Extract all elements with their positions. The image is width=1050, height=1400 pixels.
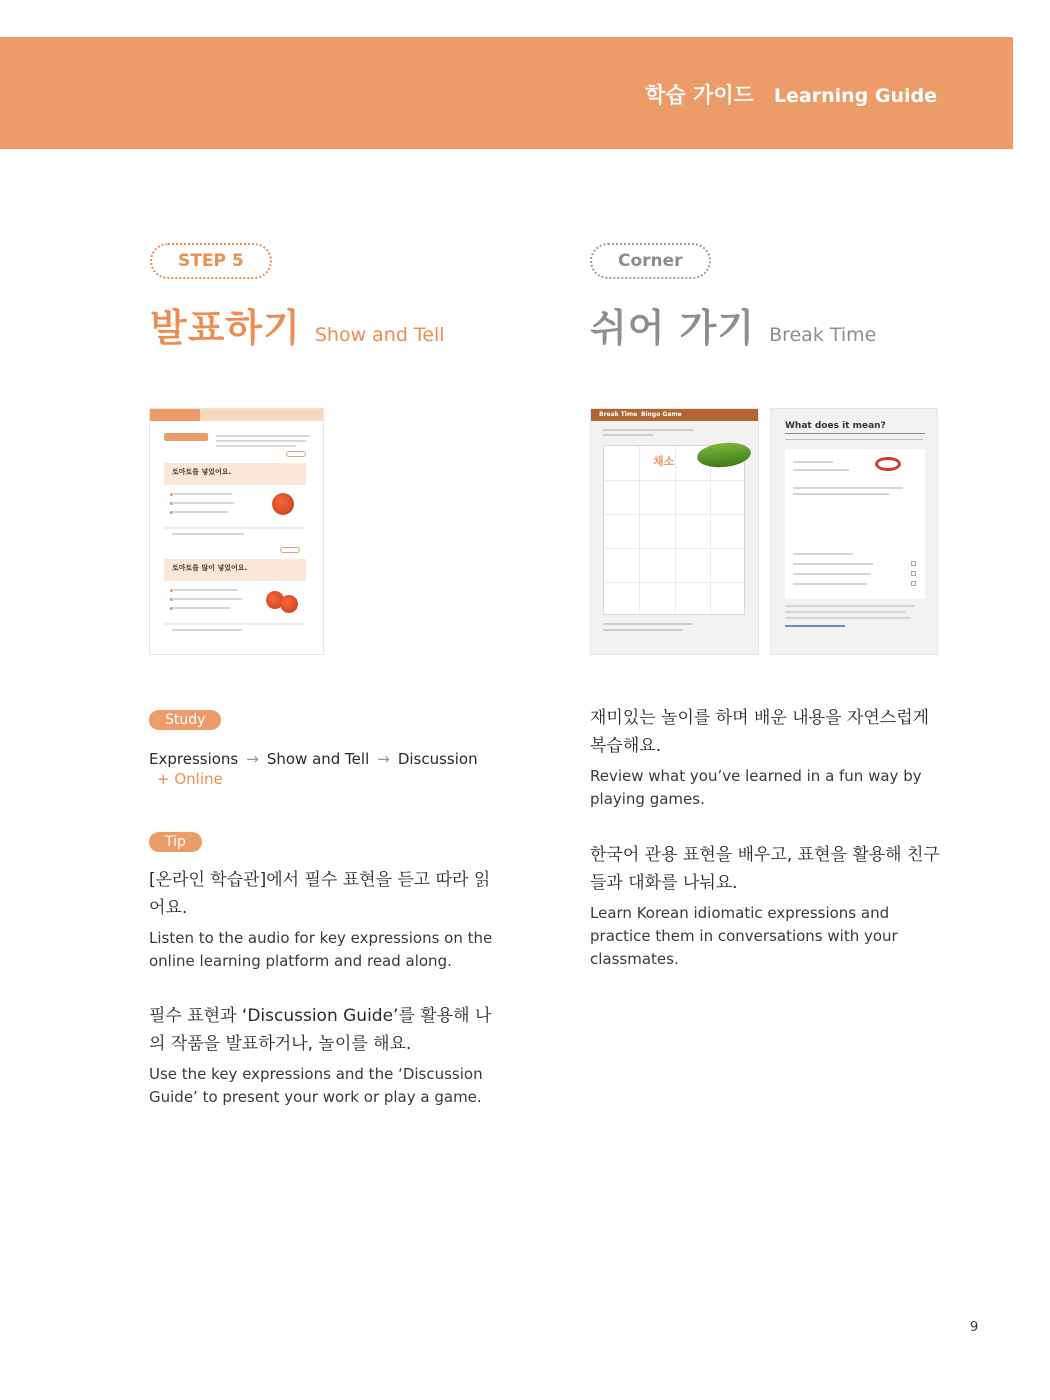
- thumbnail-expression-1: 토마토를 넣었어요.: [172, 468, 232, 476]
- left-title-ko: 발표하기: [150, 306, 301, 350]
- thumbnail-bar-left: Break Time: [599, 411, 638, 418]
- thumbnail-top-bar: [591, 409, 758, 421]
- header-title-ko: 학습 가이드: [645, 83, 754, 107]
- study-badge: Study: [149, 710, 221, 730]
- tip-2-korean: 필수 표현과 ‘Discussion Guide’를 활용해 나의 작품을 발표하거나, 놀이를 해요.: [149, 1006, 492, 1054]
- flow-step-discussion: Discussion: [397, 750, 478, 768]
- tip-paragraph-1: [149, 866, 499, 973]
- tip-1-english: Listen to the audio for key expressions on the online learning platform and read along.: [149, 929, 493, 970]
- thumbnail-side-tab: [164, 433, 208, 441]
- lips-icon: [875, 457, 901, 471]
- thumbnail-expression-2: 토마토를 많이 넣었어요.: [172, 564, 248, 572]
- idiom-card: [785, 449, 925, 599]
- bingo-grid: [603, 445, 745, 615]
- flow-step-show-and-tell: Show and Tell: [266, 750, 370, 768]
- right-title-en: Break Time: [769, 324, 877, 346]
- tip-badge: Tip: [149, 832, 202, 852]
- break-2-korean: 한국어 관용 표현을 배우고, 표현을 활용해 친구들과 대화를 나눠요.: [590, 845, 940, 893]
- tip-1-korean: [온라인 학습관]에서 필수 표현을 듣고 따라 읽어요.: [149, 870, 491, 918]
- page-number: 9: [970, 1320, 979, 1335]
- tip-paragraph-2: [149, 1002, 504, 1109]
- tomato-icon: [280, 595, 298, 613]
- right-section-heading: [590, 243, 950, 350]
- header-title-en: Learning Guide: [773, 85, 937, 107]
- step-label: STEP 5: [150, 243, 272, 279]
- tip-2-english: Use the key expressions and the ‘Discussion Guide’ to present your work or play a game.: [149, 1065, 483, 1106]
- corner-label: Corner: [590, 243, 711, 279]
- thumbnail-idiom-title: What does it mean?: [785, 421, 886, 431]
- right-title-row: [590, 297, 950, 350]
- tomato-icon: [272, 493, 294, 515]
- thumbnail-expression-box-2: [164, 559, 306, 581]
- thumbnail-expression-box-1: [164, 463, 306, 485]
- header-band: [0, 37, 1013, 149]
- bingo-game-page-thumbnail: [590, 408, 759, 655]
- right-title-ko: 쉬어 가기: [590, 306, 756, 350]
- left-title-row: [150, 297, 510, 350]
- show-and-tell-page-thumbnail: [149, 408, 324, 655]
- arrow-right-icon: →: [246, 750, 259, 768]
- bingo-category-word: 채소: [653, 455, 675, 468]
- flow-step-expressions: Expressions: [149, 750, 239, 768]
- left-section-heading: [150, 243, 510, 350]
- break-1-english: Review what you’ve learned in a fun way by playing games.: [590, 767, 922, 808]
- study-flow: [149, 748, 509, 770]
- break-1-korean: 재미있는 놀이를 하며 배운 내용을 자연스럽게 복습해요.: [590, 708, 930, 756]
- thumbnail-top-bar: [150, 409, 323, 421]
- page-header-title: [645, 79, 937, 109]
- break-time-paragraph-1: [590, 704, 940, 811]
- flow-online: + Online: [157, 770, 223, 788]
- break-2-english: Learn Korean idiomatic expressions and practice them in conversations with your classmates.: [590, 904, 898, 968]
- idiom-page-thumbnail: [770, 408, 938, 655]
- thumbnail-bar-right: Bingo Game: [641, 411, 682, 418]
- left-title-en: Show and Tell: [314, 324, 445, 346]
- break-time-paragraph-2: [590, 841, 945, 971]
- arrow-right-icon: →: [377, 750, 390, 768]
